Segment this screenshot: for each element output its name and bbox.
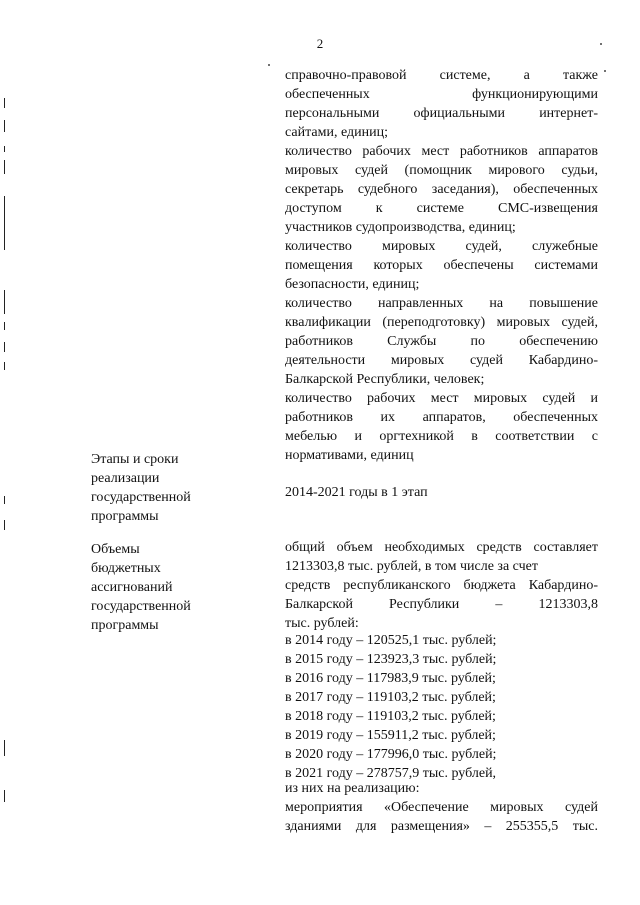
budget-year-item: в 2018 году – 119103,2 тыс. рублей; xyxy=(285,709,496,724)
indicator-line: мебелью и оргтехникой в соответствии с xyxy=(285,429,598,444)
indicator-line: количество рабочих мест работников аппаратов xyxy=(285,144,598,159)
indicator-line: доступом к системе СМС-извещения xyxy=(285,201,598,216)
stages-value xyxy=(285,483,598,502)
indicator-line: количество мировых судей, служебные xyxy=(285,239,598,254)
indicator-line: персональными официальными интернет- xyxy=(285,106,598,121)
budget-intro-line: общий объем необходимых средств составляет xyxy=(285,540,598,555)
indicator-line: количество рабочих мест мировых судей и xyxy=(285,391,598,406)
budget-intro-line: тыс. рублей: xyxy=(285,616,359,631)
budget-year-item: в 2019 году – 155911,2 тыс. рублей; xyxy=(285,728,496,743)
indicator-line: работников Службы по обеспечению xyxy=(285,334,598,349)
stages-label-line: Этапы и сроки xyxy=(91,452,179,467)
budget-year-item: в 2014 году – 120525,1 тыс. рублей; xyxy=(285,633,497,648)
budget-of-which xyxy=(285,779,598,836)
indicators-list xyxy=(285,66,598,465)
budget-label xyxy=(91,540,251,635)
indicator-line: помещения которых обеспечены системами xyxy=(285,258,598,273)
budget-year-item: в 2021 году – 278757,9 тыс. рублей, xyxy=(285,766,497,781)
indicator-line: нормативами, единиц xyxy=(285,448,414,463)
indicator-line: количество направленных на повышение xyxy=(285,296,598,311)
indicator-line: мировых судей (помощник мирового судьи, xyxy=(285,163,598,178)
indicator-line: квалификации (переподготовку) мировых судей, xyxy=(285,315,598,330)
budget-label-line: государственной xyxy=(91,599,191,614)
stages-value-text: 2014-2021 годы в 1 этап xyxy=(285,485,428,500)
budget-label-line: бюджетных xyxy=(91,561,161,576)
budget-year-item: в 2015 году – 123923,3 тыс. рублей; xyxy=(285,652,497,667)
indicator-line: обеспеченных функционирующими xyxy=(285,87,598,102)
indicator-line: работников их аппаратов, обеспеченных xyxy=(285,410,598,425)
budget-intro-line: средств республиканского бюджета Кабардино- xyxy=(285,578,598,593)
stages-label-line: реализации xyxy=(91,471,160,486)
stages-label-line: программы xyxy=(91,509,159,524)
budget-label-line: ассигнований xyxy=(91,580,173,595)
budget-year-item: в 2020 году – 177996,0 тыс. рублей; xyxy=(285,747,497,762)
budget-of-which-line: из них на реализацию: xyxy=(285,781,420,796)
indicator-line: безопасности, единиц; xyxy=(285,277,420,292)
budget-year-item: в 2016 году – 117983,9 тыс. рублей; xyxy=(285,671,496,686)
budget-year-item: в 2017 году – 119103,2 тыс. рублей; xyxy=(285,690,496,705)
budget-intro-line: 1213303,8 тыс. рублей, в том числе за счет xyxy=(285,559,538,574)
stages-label xyxy=(91,450,251,526)
indicator-line: сайтами, единиц; xyxy=(285,125,388,140)
indicator-line: участников судопроизводства, единиц; xyxy=(285,220,516,235)
budget-label-line: программы xyxy=(91,618,159,633)
indicator-line: справочно-правовой системе, а также xyxy=(285,68,598,83)
budget-years-list xyxy=(285,631,598,783)
stages-label-line: государственной xyxy=(91,490,191,505)
budget-of-which-line: зданиями для размещения» – 255355,5 тыс. xyxy=(285,819,598,834)
indicator-line: деятельности мировых судей Кабардино- xyxy=(285,353,598,368)
budget-label-line: Объемы xyxy=(91,542,140,557)
budget-intro xyxy=(285,538,598,633)
budget-of-which-line: мероприятия «Обеспечение мировых судей xyxy=(285,800,598,815)
page-number: 2 xyxy=(316,36,324,51)
indicator-line: секретарь судебного заседания), обеспеченных xyxy=(285,182,598,197)
indicator-line: Балкарской Республики, человек; xyxy=(285,372,485,387)
budget-intro-line: Балкарской Республики – 1213303,8 xyxy=(285,597,598,612)
